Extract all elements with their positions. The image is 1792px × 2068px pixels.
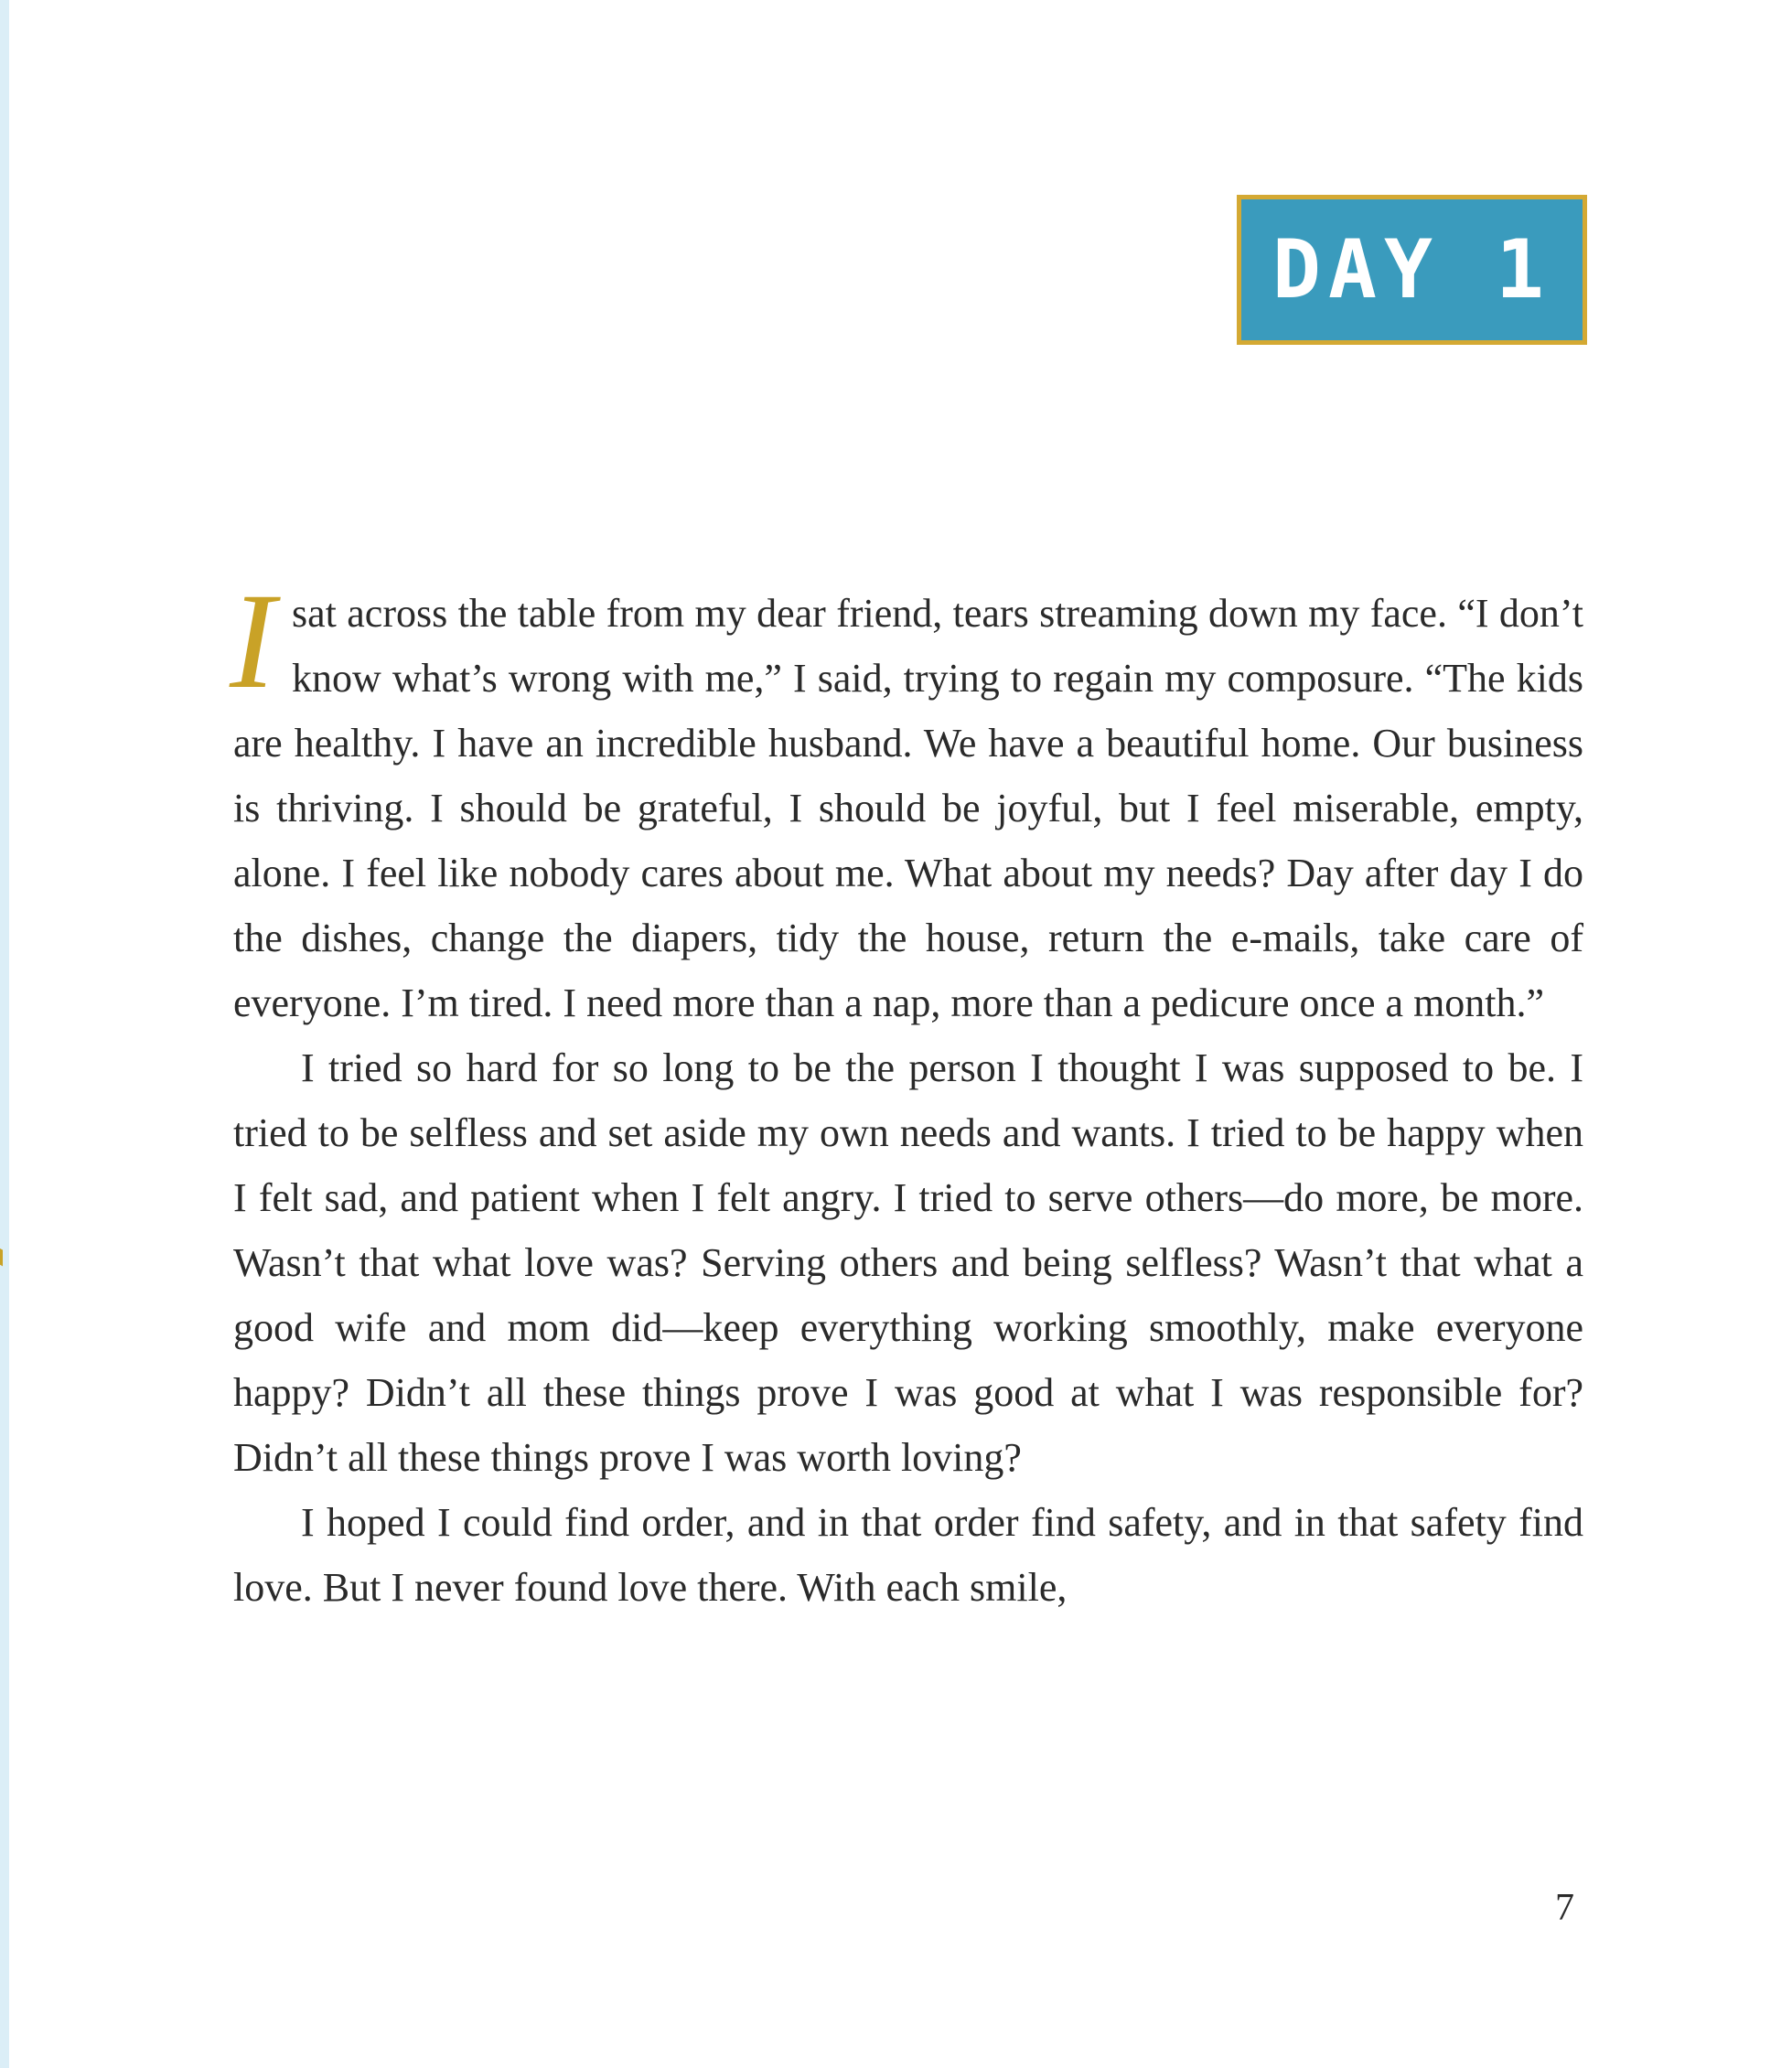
body-text [230, 565, 1583, 1620]
page-number: 7 [1555, 1887, 1574, 1929]
day-badge [1237, 195, 1587, 345]
paragraph-1 [230, 565, 1583, 1035]
day-label: DAY 1 [1272, 222, 1551, 316]
paragraph-2: I tried so hard for so long to be the person I thought I was supposed to be. I tried to be selfless and set aside my own needs and wants. I tried to be happy when I felt sad, and patient when I felt angry. I tried to serve others—do more, be more. Wasn’t that what love was? Serving others and being selfless? Wasn’t that what a good wife and mom did—keep everything working smoothly, make everyone happy? Didn’t all these things prove I was good at what I was responsible for? Didn’t all these things prove I was worth loving? [233, 1045, 1583, 1480]
paragraph-1-text: sat across the table from my dear friend, tears streaming down my face. “I don’t know what’s wrong with me,” I said, trying to regain my composure. “The kids are healthy. I have an incredible husband. We have a beautiful home. Our business is thriving. I should be grateful, I should be joyful, but I feel miserable, empty, alone. I feel like nobody cares about me. What about my needs? Day after day I do the dishes, change the diapers, tidy the house, return the e-mails, take care of everyone. I’m tired. I need more than a nap, more than a pedicure once a month.” [233, 591, 1583, 1025]
paragraph-3: I hoped I could find order, and in that order find safety, and in that safety find love. But I never found love there. With each smile, [233, 1500, 1583, 1610]
page-edge-strip [0, 0, 9, 2068]
drop-cap: I [230, 565, 275, 717]
